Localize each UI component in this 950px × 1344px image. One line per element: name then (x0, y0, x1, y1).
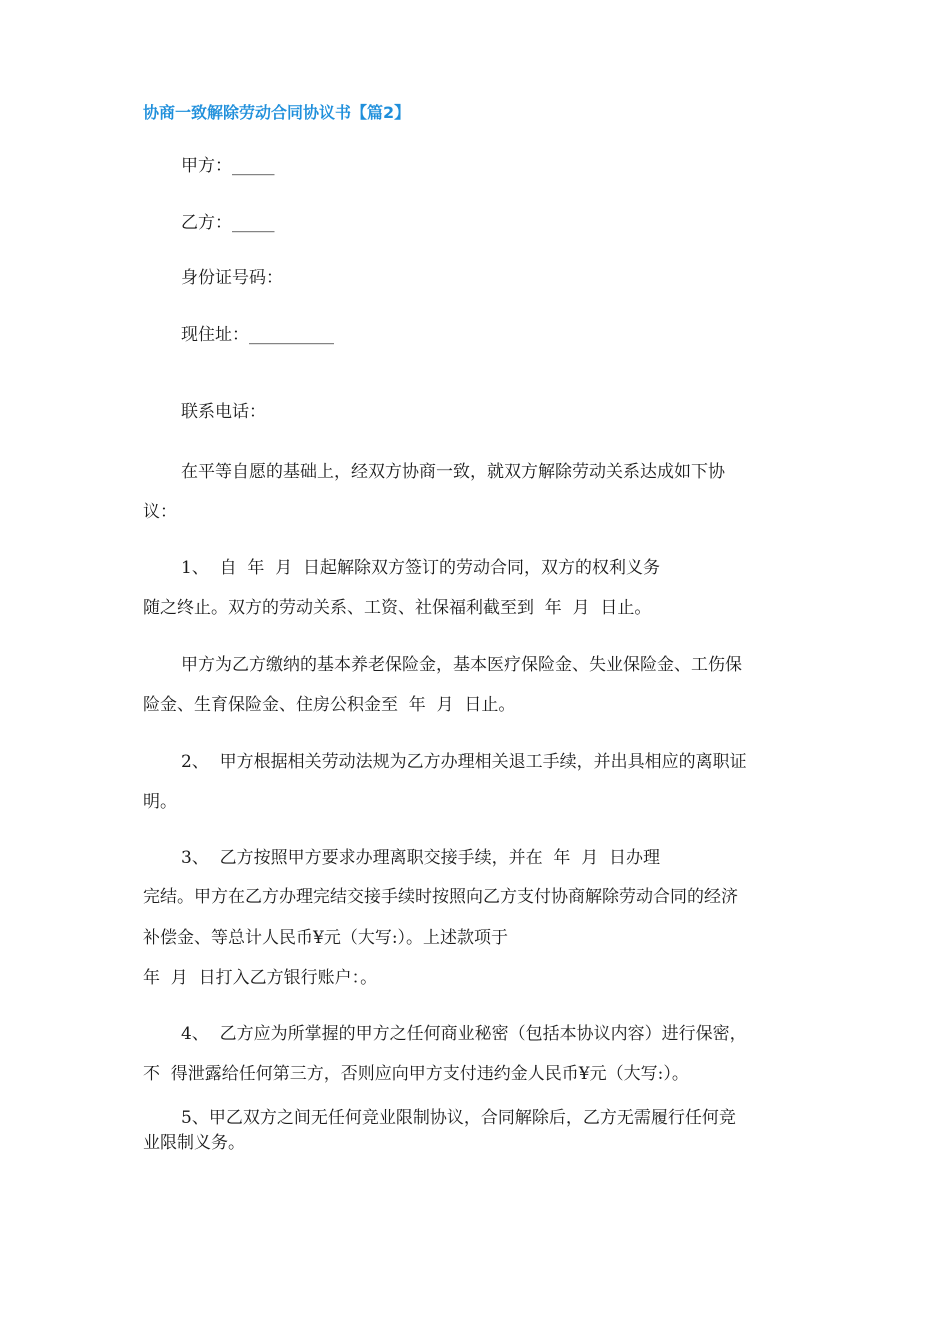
clause-3-line-1: 3、 乙方按照甲方要求办理离职交接手续，并在 年 月 日办理 (181, 848, 661, 868)
clause-5-line-1: 5、甲乙双方之间无任何竞业限制协议，合同解除后，乙方无需履行任何竞 (181, 1108, 736, 1128)
clause-3-line-4: 年 月 日打入乙方银行账户：。 (143, 968, 378, 988)
id-number-field: 身份证号码： (181, 268, 283, 288)
intro-line-2: 议： (143, 502, 177, 522)
clause-3-line-2: 完结。甲方在乙方办理完结交接手续时按照向乙方支付协商解除劳动合同的经济 (143, 887, 738, 907)
clause-1-line-1: 1、 自 年 月 日起解除双方签订的劳动合同，双方的权利义务 (181, 558, 661, 578)
insurance-line-1: 甲方为乙方缴纳的基本养老保险金，基本医疗保险金、失业保险金、工伤保 (181, 655, 742, 675)
insurance-line-2: 险金、生育保险金、住房公积金至 年 月 日止。 (143, 695, 516, 715)
clause-4-line-1: 4、 乙方应为所掌握的甲方之任何商业秘密（包括本协议内容）进行保密， (181, 1024, 747, 1044)
party-a-field: 甲方：_____ (181, 156, 275, 176)
clause-1-line-2: 随之终止。双方的劳动关系、工资、社保福利截至到 年 月 日止。 (143, 598, 652, 618)
clause-4-line-2: 不 得泄露给任何第三方，否则应向甲方支付违约金人民币¥元（大写:）。 (143, 1064, 689, 1084)
address-field: 现住址：__________ (181, 325, 334, 345)
clause-5-line-2: 业限制义务。 (143, 1133, 245, 1153)
party-b-field: 乙方：_____ (181, 213, 275, 233)
clause-3-line-3: 补偿金、等总计人民币¥元（大写:）。上述款项于 (143, 928, 509, 948)
clause-2-line-1: 2、 甲方根据相关劳动法规为乙方办理相关退工手续，并出具相应的离职证 (181, 752, 747, 772)
phone-field: 联系电话： (181, 402, 266, 422)
clause-2-line-2: 明。 (143, 792, 177, 812)
intro-line-1: 在平等自愿的基础上，经双方协商一致，就双方解除劳动关系达成如下协 (181, 462, 725, 482)
document-title: 协商一致解除劳动合同协议书【篇2】 (143, 103, 411, 122)
